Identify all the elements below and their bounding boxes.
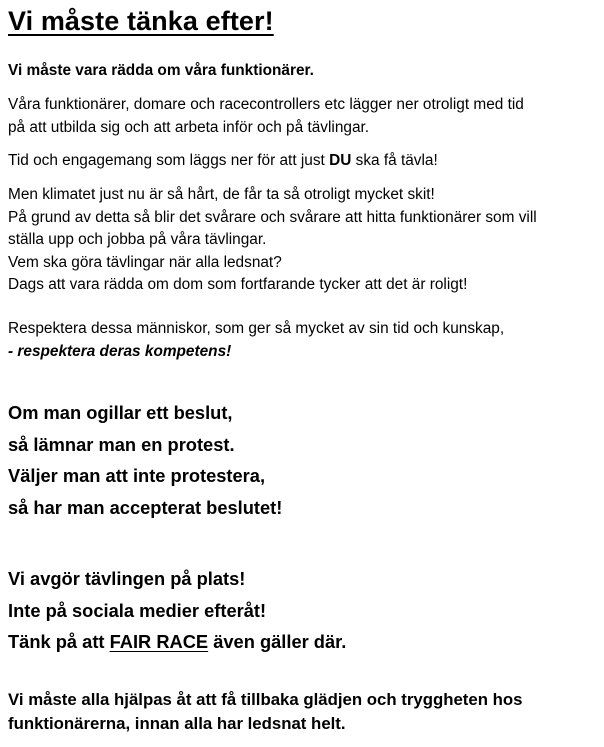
paragraph-climate — [8, 184, 537, 297]
page-title: Vi måste tänka efter! — [8, 6, 274, 36]
emphasis-du: DU — [329, 152, 352, 169]
intro-heading: Vi måste vara rädda om våra funktionärer. — [8, 62, 314, 79]
text-line: Men klimatet just nu är så hårt, de får ta så otroligt mycket skit! — [8, 186, 435, 203]
text-segment: Tänk på att — [8, 631, 110, 652]
text-line: funktionärerna, innan alla har ledsnat helt. — [8, 714, 346, 733]
text-line: Vem ska göra tävlingar när alla ledsnat? — [8, 253, 282, 271]
text-line: så har man accepterat beslutet! — [8, 496, 283, 518]
fair-race-line — [8, 626, 346, 658]
fair-race-text: FAIR RACE — [109, 631, 209, 652]
paragraph-engagement — [8, 150, 438, 173]
text-line: Våra funktionärer, domare och racecontrollers etc lägger ner otroligt med tid — [8, 96, 524, 113]
text-line: så lämnar man en protest. — [8, 433, 235, 455]
text-line: ställa upp och jobba på våra tävlingar. — [8, 231, 267, 248]
paragraph-training — [8, 94, 524, 139]
text-line: Väljer man att inte protestera, — [8, 465, 266, 486]
text-line: Vi avgör tävlingen på plats! — [8, 568, 246, 589]
protest-block — [8, 397, 282, 523]
closing-paragraph — [8, 688, 522, 736]
text-line: Om man ogillar ett beslut, — [8, 402, 233, 423]
text-line: Inte på sociala medier efteråt! — [8, 599, 267, 621]
text-line: på att utbilda sig och att arbeta inför och på tävlingar. — [8, 118, 370, 136]
text-segment: ska få tävla! — [351, 152, 438, 169]
text-segment: även gäller där. — [208, 631, 347, 652]
text-segment: Tid och engagemang som läggs ner för att just — [8, 152, 330, 169]
respect-competence-line: - respektera deras kompetens! — [8, 342, 232, 360]
text-line: Vi måste alla hjälpas åt att få tillbaka glädjen och tryggheten hos — [8, 690, 523, 709]
onsite-block — [8, 563, 346, 658]
text-line: Respektera dessa människor, som ger så mycket av sin tid och kunskap, — [8, 320, 505, 337]
text-line: Dags att vara rädda om dom som fortfarande tycker att det är roligt! — [8, 276, 468, 293]
text-line: På grund av detta så blir det svårare och svårare att hitta funktionärer som vill — [8, 208, 537, 226]
paragraph-respect — [8, 318, 504, 363]
